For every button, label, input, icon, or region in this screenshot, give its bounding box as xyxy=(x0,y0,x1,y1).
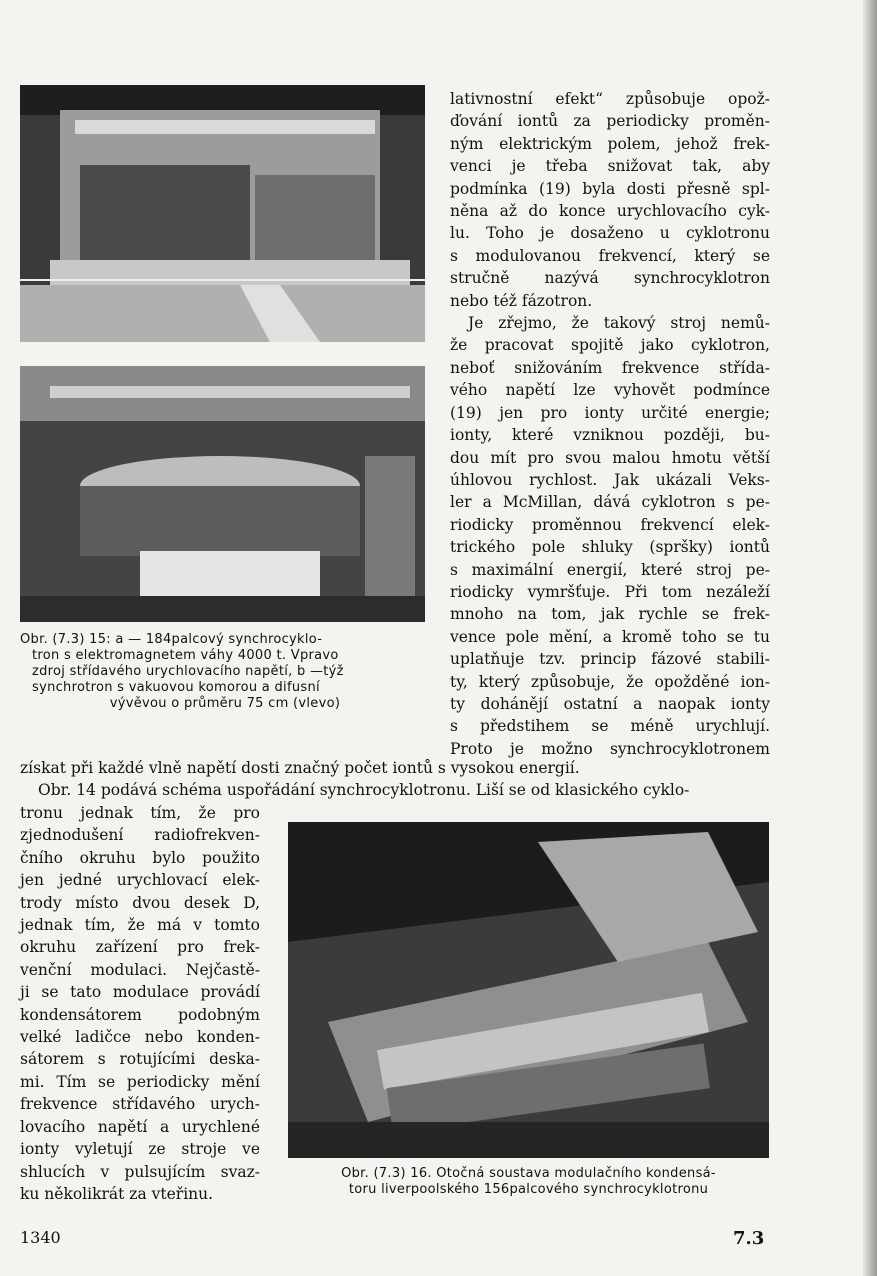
figure-16-caption xyxy=(288,1166,769,1198)
text-line: zjednodušení radiofrekven- xyxy=(20,826,260,845)
figure-15a-photo xyxy=(20,85,425,342)
text-line: úhlovou rychlost. Jak ukázali Veks- xyxy=(450,470,770,489)
left-text-column xyxy=(20,802,260,1205)
text-line: ným elektrickým polem, jehož frek- xyxy=(450,134,770,153)
right-text-column xyxy=(450,88,770,760)
text-line: jen jedné urychlovací elek- xyxy=(20,871,260,890)
text-line: vence pole mění, a kromě toho se tu xyxy=(450,627,770,646)
text-line: frekvence střídavého urych- xyxy=(20,1095,260,1114)
caption-line: zdroj střídavého urychlovacího napětí, b —týž xyxy=(32,664,344,679)
page-number: 1340 xyxy=(20,1228,61,1247)
text-line: ji se tato modulace provádí xyxy=(20,983,260,1002)
text-line: ionty vyletují ze stroje ve xyxy=(20,1140,260,1159)
figure-16-photo xyxy=(288,822,769,1158)
text-line: shlucích v pulsujícím svaz- xyxy=(20,1162,260,1181)
text-line: ler a McMillan, dává cyklotron s pe- xyxy=(450,493,770,512)
figure-15b-photo xyxy=(20,366,425,622)
text-line: riodicky proměnnou frekvencí elek- xyxy=(450,515,770,534)
text-line: ionty, které vzniknou později, bu- xyxy=(450,426,770,445)
text-line: Obr. 14 podává schéma uspořádání synchrocyklotronu. Liší se od klasického cyklo- xyxy=(38,781,690,800)
text-line: něna až do konce urychlovacího cyk- xyxy=(450,202,770,221)
text-line: uplatňuje tzv. princip fázové stabili- xyxy=(450,650,770,669)
text-line: riodicky vymršťuje. Při tom nezáleží xyxy=(450,582,770,601)
text-line: vého napětí lze vyhovět podmínce xyxy=(450,381,770,400)
text-line: okruhu zařízení pro frek- xyxy=(20,938,260,957)
text-line: dou mít pro svou malou hmotu větší xyxy=(450,448,770,467)
text-line: lu. Toho je dosaženo u cyklotronu xyxy=(450,224,770,243)
text-line: s předstihem se méně urychlují. xyxy=(450,717,770,736)
text-line: že pracovat spojitě jako cyklotron, xyxy=(450,336,770,355)
text-line: ty, který způsobuje, že opožděné ion- xyxy=(450,672,770,691)
text-line: (19) jen pro ionty určité energie; xyxy=(450,403,770,422)
text-line: nebo též fázotron. xyxy=(450,291,593,310)
caption-line: vývěvou o průměru 75 cm (vlevo) xyxy=(109,696,341,711)
text-line: ku několikrát za vteřinu. xyxy=(20,1184,214,1203)
section-marker: 7.3 xyxy=(733,1228,765,1249)
caption-line: synchrotron s vakuovou komorou a difusní xyxy=(32,680,320,695)
text-line: kondensátorem podobným xyxy=(20,1005,260,1024)
caption-line: Obr. (7.3) 15: a — 184palcový synchrocyklo- xyxy=(20,632,323,647)
caption-line: toru liverpoolského 156palcového synchrocyklotronu xyxy=(348,1182,709,1197)
text-line: ďování iontů za periodicky proměn- xyxy=(450,112,770,131)
text-line: velké ladičce nebo konden- xyxy=(20,1028,260,1047)
figure-15-caption xyxy=(20,632,430,712)
text-line: venci je třeba snižovat tak, aby xyxy=(450,157,770,176)
text-line: Proto je možno synchrocyklotronem xyxy=(450,739,770,758)
caption-line: Obr. (7.3) 16. Otočná soustava modulačního kondensá- xyxy=(341,1166,716,1181)
text-line: mi. Tím se periodicky mění xyxy=(20,1072,260,1091)
text-line: lovacího napětí a urychlené xyxy=(20,1117,260,1136)
text-line: trického pole shluky (spršky) iontů xyxy=(450,538,770,557)
text-line: jednak tím, že má v tomto xyxy=(20,916,260,935)
text-line: tronu jednak tím, že pro xyxy=(20,804,260,822)
text-line: ty dohánějí ostatní a naopak ionty xyxy=(450,694,770,713)
text-line: Je zřejmo, že takový stroj nemů- xyxy=(468,314,770,333)
text-line: lativnostní efekt“ způsobuje opož- xyxy=(450,90,770,108)
text-line: mnoho na tom, jak rychle se frek- xyxy=(450,605,770,624)
text-line: s modulovanou frekvencí, který se xyxy=(450,246,770,265)
text-line: stručně nazývá synchrocyklotron xyxy=(450,269,770,288)
text-line: čního okruhu bylo použito xyxy=(20,848,260,867)
text-line: sátorem s rotujícími deska- xyxy=(20,1050,260,1069)
caption-line: tron s elektromagnetem váhy 4000 t. Vpravo xyxy=(32,648,339,663)
text-line: venční modulaci. Nejčastě- xyxy=(20,960,260,979)
text-line: získat při každé vlně napětí dosti značný počet iontů s vysokou energií. xyxy=(20,759,580,777)
text-line: trody místo dvou desek D, xyxy=(20,893,260,912)
full-width-text xyxy=(20,757,770,802)
text-line: s maximální energií, které stroj pe- xyxy=(450,560,770,579)
text-line: neboť snižováním frekvence střída- xyxy=(450,358,770,377)
page-spine-shadow xyxy=(863,0,877,1276)
text-line: podmínka (19) byla dosti přesně spl- xyxy=(450,179,770,198)
